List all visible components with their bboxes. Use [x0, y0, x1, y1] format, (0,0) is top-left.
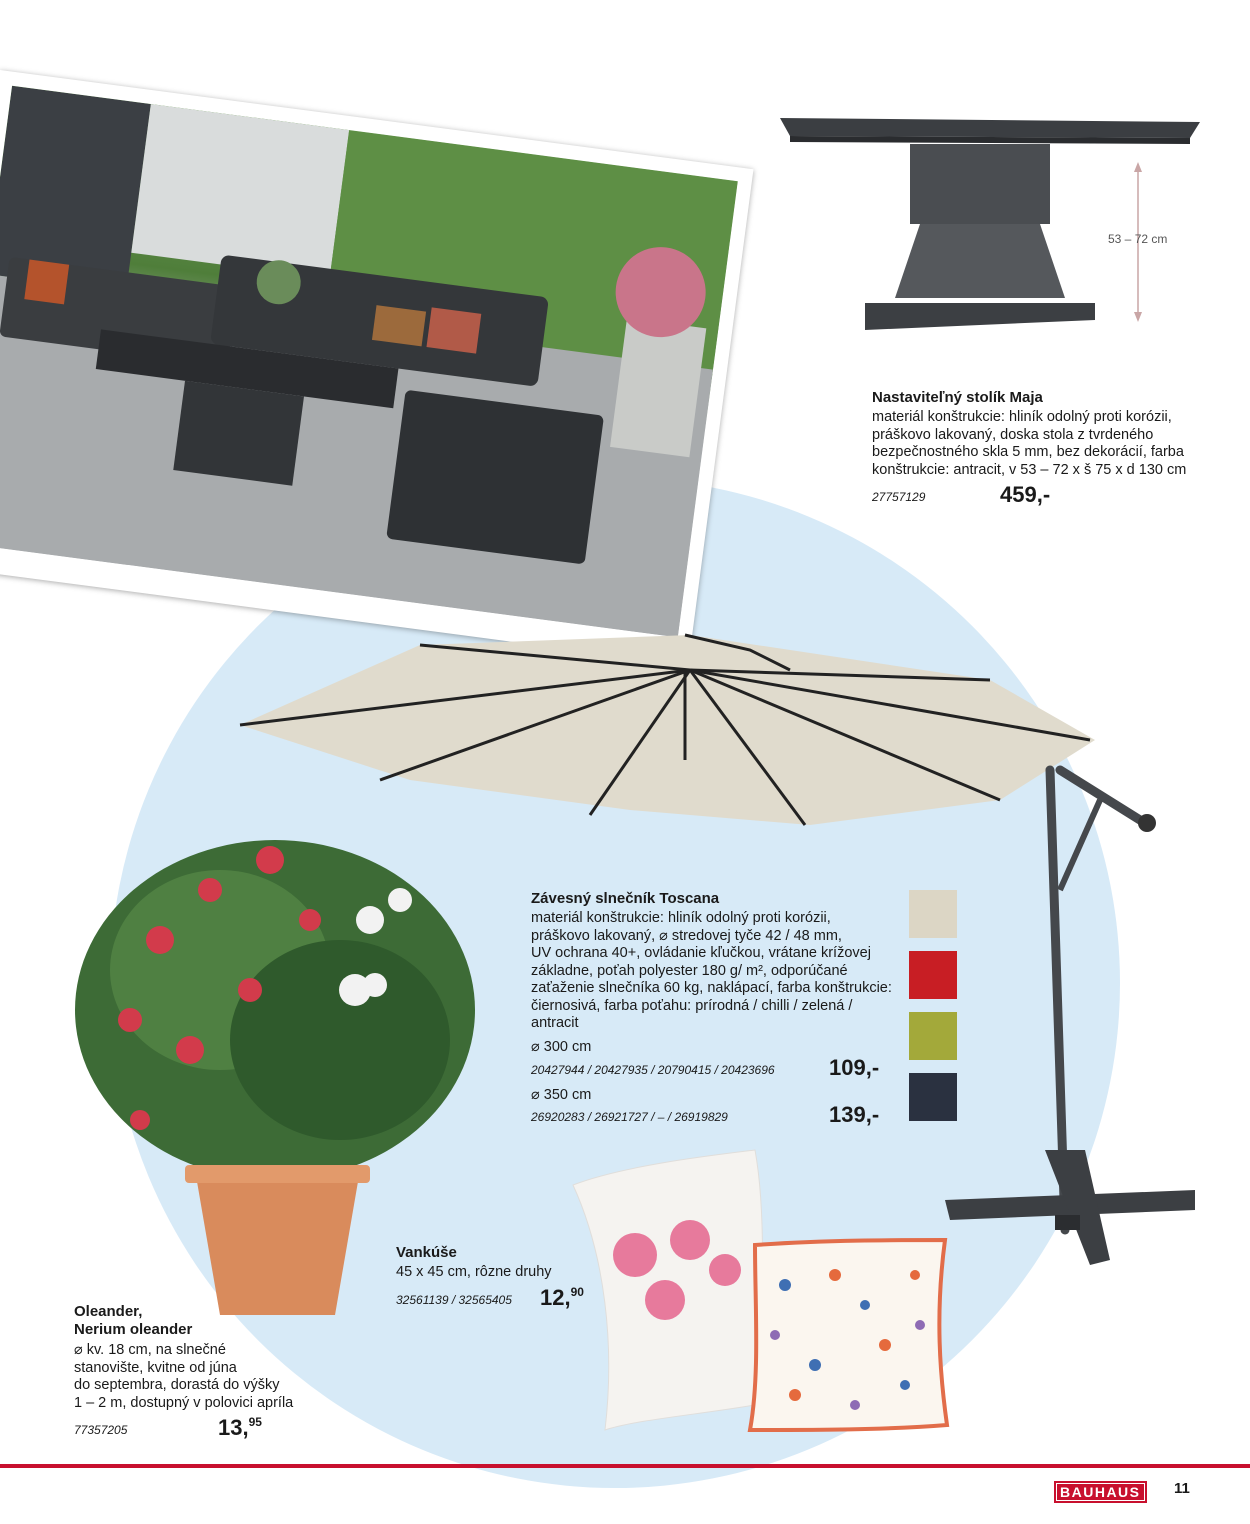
- table-image: [770, 108, 1210, 348]
- oleander-desc-line: do septembra, dorastá do výšky: [74, 1377, 280, 1393]
- pillows-price-main: 12,: [540, 1285, 571, 1310]
- umbrella-description: [531, 910, 901, 1033]
- umbrella-codes-300: 20427944 / 20427935 / 20790415 / 20423696: [531, 1063, 775, 1077]
- pillows-title: Vankúše: [396, 1244, 457, 1261]
- pillows-price-cents: 90: [570, 1285, 584, 1299]
- table-desc-line: práškovo lakovaný, doska stola z tvrdeného: [872, 426, 1154, 443]
- pillows-description: 45 x 45 cm, rôzne druhy: [396, 1264, 552, 1280]
- umbrella-desc-line: antracit: [531, 1015, 579, 1031]
- oleander-price-cents: 95: [248, 1415, 262, 1429]
- umbrella-desc-line: základne, poťah polyester 180 g/ m², odporúčané: [531, 962, 848, 979]
- umbrella-desc-line: čiernosivá, farba poťahu: prírodná / chilli / zelená /: [531, 997, 853, 1014]
- umbrella-size-350: ⌀ 350 cm: [531, 1087, 592, 1103]
- pillows-price: [540, 1285, 584, 1311]
- oleander-description: [74, 1342, 334, 1412]
- umbrella-desc-line: práškovo lakovaný, ⌀ stredovej tyče 42 / 48 mm,: [531, 927, 842, 944]
- umbrella-size-300: ⌀ 300 cm: [531, 1039, 592, 1055]
- oleander-title: Oleander,: [74, 1303, 143, 1320]
- umbrella-price-350: 139,-: [829, 1102, 880, 1127]
- umbrella-codes-350: 26920283 / 26921727 / – / 26919829: [531, 1110, 728, 1124]
- lifestyle-photo: [0, 70, 753, 665]
- table-desc-line: konštrukcie: antracit, v 53 – 72 x š 75 x d 130 cm: [872, 461, 1187, 478]
- table-code: 27757129: [872, 490, 926, 504]
- footer-line: [0, 1464, 1250, 1468]
- table-title: Nastaviteľný stolík Maja: [872, 389, 1043, 406]
- umbrella-desc-line: materiál konštrukcie: hliník odolný proti korózii,: [531, 910, 831, 926]
- swatch-chilli: [909, 951, 957, 999]
- swatch-green: [909, 1012, 957, 1060]
- umbrella-desc-line: UV ochrana 40+, ovládanie kľučkou, vrátane krížovej: [531, 945, 871, 961]
- umbrella-title: Závesný slnečník Toscana: [531, 890, 720, 907]
- patio-scene: [0, 86, 738, 638]
- swatch-natural: [909, 890, 957, 938]
- table-desc-line: materiál konštrukcie: hliník odolný proti korózii,: [872, 409, 1172, 425]
- pillows-code: 32561139 / 32565405: [396, 1293, 512, 1307]
- oleander-price-main: 13,: [218, 1415, 249, 1440]
- page-number: 11: [1174, 1480, 1190, 1497]
- oleander-desc-line: ⌀ kv. 18 cm, na slnečné: [74, 1342, 226, 1358]
- umbrella-desc-line: zaťaženie slnečníka 60 kg, naklápací, farba konštrukcie:: [531, 980, 892, 996]
- table-desc-line: bezpečnostného skla 5 mm, bez dekorácií, farba: [872, 444, 1184, 460]
- table-description: [872, 409, 1212, 479]
- oleander-price: [218, 1415, 262, 1441]
- table-dimension-label: 53 – 72 cm: [1108, 232, 1168, 246]
- oleander-desc-line: stanovište, kvitne od júna: [74, 1359, 237, 1376]
- umbrella-price-300: 109,-: [829, 1055, 880, 1080]
- oleander-latin-name: Nerium oleander: [74, 1321, 193, 1338]
- oleander-desc-line: 1 – 2 m, dostupný v polovici apríla: [74, 1394, 294, 1411]
- bauhaus-logo: BAUHAUS: [1054, 1481, 1147, 1503]
- oleander-code: 77357205: [74, 1423, 128, 1437]
- table-price: 459,-: [1000, 482, 1051, 507]
- swatch-anthracite: [909, 1073, 957, 1121]
- pillows-image: [565, 1145, 955, 1435]
